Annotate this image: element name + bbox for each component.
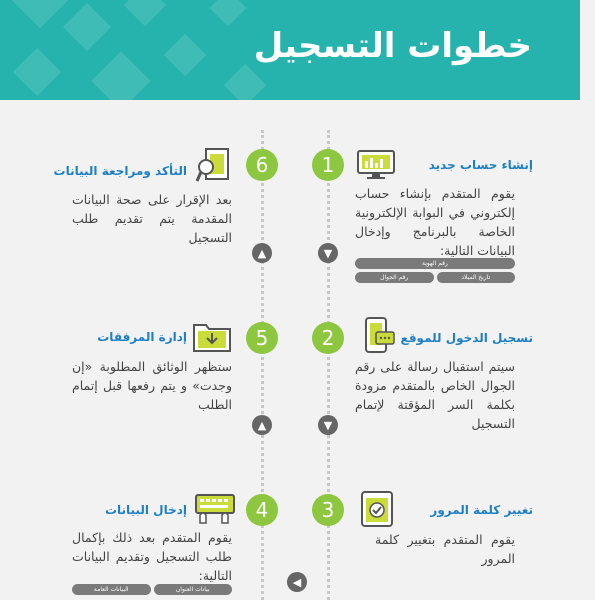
page-title: خطوات التسجيل [253,26,532,66]
chevron-up-icon: ▲ [252,243,272,263]
lock-check-icon [360,490,396,530]
step-2-description: سيتم استقبال رسالة على رقم الجوال الخاص بالمتقدم مزودة بكلمة السر المؤقتة لإتمام التسجيل [355,359,515,431]
step-1-fields [355,258,515,283]
step-3-description: يقوم المتقدم بتغيير كلمة المرور [375,532,515,566]
step-3-number: 3 [312,494,344,526]
field-pill: رقم الجوال [355,272,434,283]
document-magnifier-icon [194,147,232,187]
step-2-number: 2 [312,322,344,354]
header-banner [0,0,580,100]
chevron-up-icon: ▲ [252,415,272,435]
mobile-chat-icon [362,316,398,356]
step-3-title: تغيير كلمة المرور [430,503,533,517]
pattern-diamond [91,51,150,100]
step-6-title: التأكد ومراجعة البيانات [53,164,187,178]
pattern-diamond [164,34,206,76]
pattern-diamond [13,48,61,96]
step-1-description: يقوم المتقدم بإنشاء حساب إلكتروني في البوابة الإلكترونية الخاصة بالبرنامج وإدخال البيانات التالية: [355,186,515,258]
chevron-left-icon: ◀ [287,572,307,592]
pattern-diamond [124,0,166,26]
timeline-left [261,130,264,600]
timeline-right [327,130,330,600]
step-1-number: 1 [312,149,344,181]
step-4-fields [72,584,232,595]
chevron-down-icon: ▼ [318,243,338,263]
step-4-description: يقوم المتقدم بعد ذلك بإكمال طلب التسجيل وتقديم البيانات التالية: [72,530,232,583]
chevron-down-icon: ▼ [318,415,338,435]
field-pill: رقم الهوية [355,258,515,269]
pattern-diamond [12,0,69,28]
field-pill: بيانات العنوان [154,584,233,595]
pattern-diamond [63,3,111,51]
pattern-diamond [210,0,247,26]
step-5-description: ستظهر الوثائق المطلوبة «إن وجدت» و يتم رفعها قبل إتمام الطلب [72,359,232,412]
step-5-title: إدارة المرفقات [97,330,187,344]
step-6-description: بعد الإقرار على صحة البيانات المقدمة يتم تقديم طلب التسجيل [72,192,232,245]
step-6-number: 6 [246,149,278,181]
field-pill: البيانات العامة [72,584,151,595]
step-5-number: 5 [246,322,278,354]
pattern-diamond [224,64,266,100]
computer-chart-icon [356,149,396,181]
step-1-title: إنشاء حساب جديد [428,158,533,172]
keyboard-icon [194,493,236,525]
folder-download-icon [192,319,232,353]
step-4-title: إدخال البيانات [104,503,187,517]
field-pill: تاريخ الميلاد [437,272,516,283]
step-2-title: تسجيل الدخول للموقع [400,331,533,345]
step-4-number: 4 [246,494,278,526]
